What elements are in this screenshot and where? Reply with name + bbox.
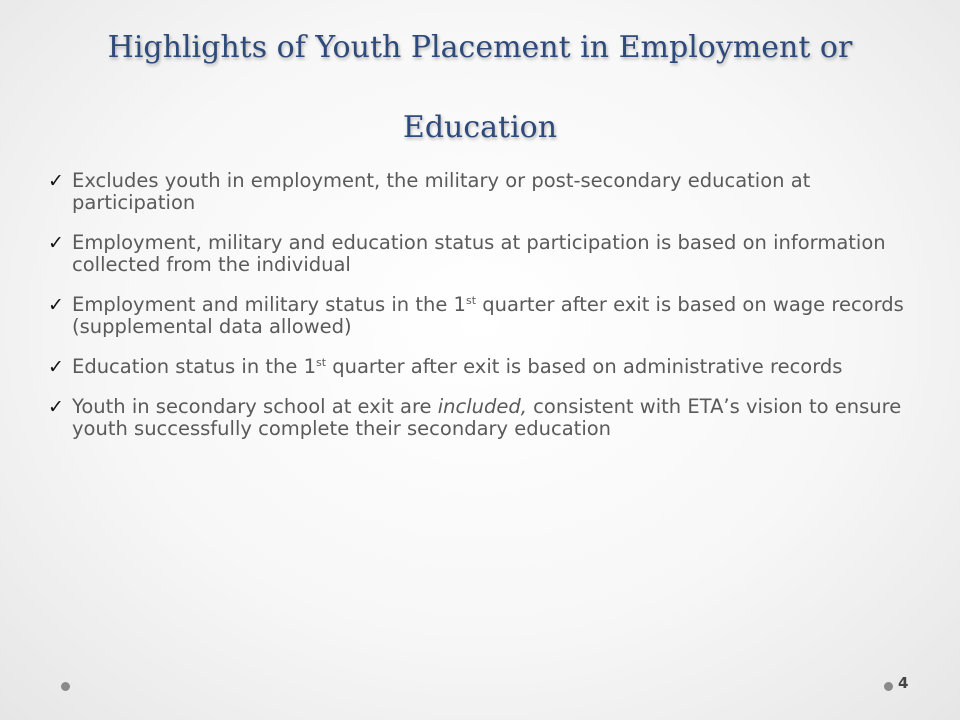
page-number: 4: [898, 674, 909, 692]
footer-dot-left: [61, 682, 70, 691]
bullet-text-part: Youth in secondary school at exit are: [72, 395, 438, 418]
bullet-text: [72, 396, 928, 440]
bullet-text: Employment, military and education status at participation is based on information collected from the individual: [72, 231, 886, 276]
check-mark-icon: ✓: [48, 170, 64, 192]
footer-dot-right: [884, 682, 893, 691]
bullet-item: [48, 170, 928, 214]
bullet-item: [48, 356, 928, 378]
bullet-text: [72, 356, 928, 378]
bullet-text-part: quarter after exit is based on administrative records: [326, 355, 843, 378]
slide-title-line-2: Education: [402, 110, 558, 145]
slide-title-line-1: Highlights of Youth Placement in Employment or: [107, 30, 853, 65]
bullet-item: [48, 396, 928, 440]
bullet-text: [72, 294, 928, 338]
check-mark-icon: ✓: [48, 232, 64, 254]
bullet-text: Excludes youth in employment, the military or post-secondary education at participation: [72, 169, 811, 214]
bullet-text-emphasis: included,: [437, 395, 527, 418]
ordinal-suffix: st: [465, 294, 477, 307]
check-mark-icon: ✓: [48, 356, 64, 378]
slide-title: [40, 8, 920, 168]
bullet-text-part: Education status in the 1: [72, 355, 316, 378]
check-mark-icon: ✓: [48, 396, 64, 418]
bullet-item: [48, 232, 928, 276]
ordinal-suffix: st: [315, 356, 327, 369]
bullet-text-part: Employment and military status in the 1: [72, 293, 466, 316]
bullet-text-part: consistent with ETA’s vision to ensure youth successfully complete their secondary education: [72, 395, 902, 440]
bullet-text-part: quarter after exit is based on wage records (supplemental data allowed): [72, 293, 904, 338]
bullet-list: [48, 170, 928, 458]
check-mark-icon: ✓: [48, 294, 64, 316]
bullet-item: [48, 294, 928, 338]
